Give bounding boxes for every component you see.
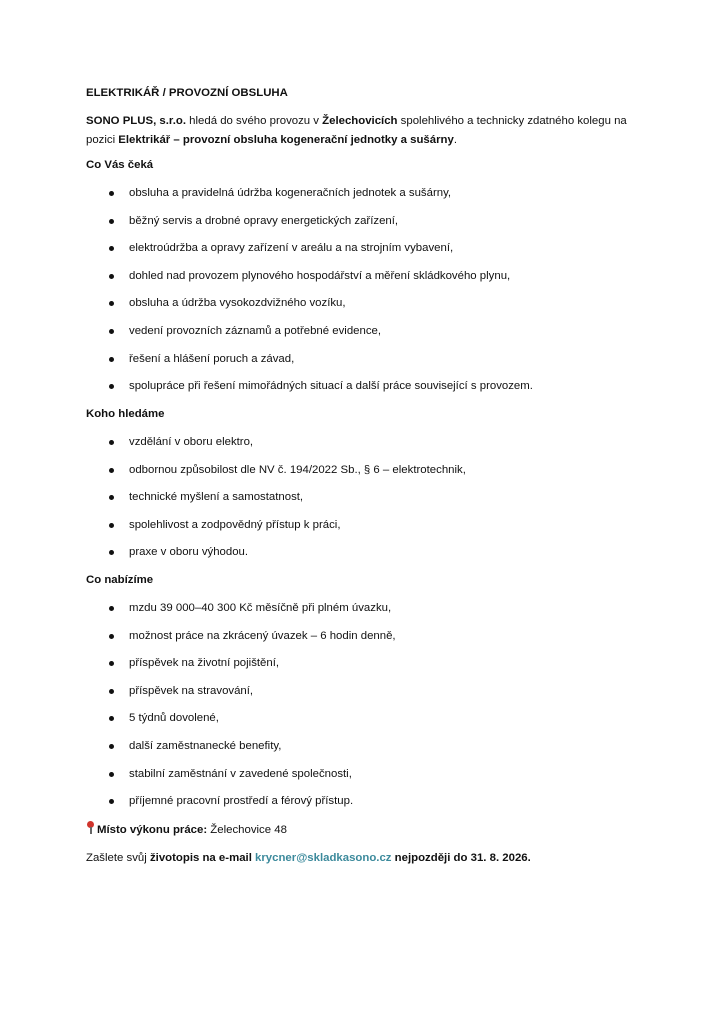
list-item: praxe v oboru výhodou. bbox=[86, 543, 646, 571]
list-item: vedení provozních záznamů a potřebné evidence, bbox=[86, 322, 646, 350]
list-item: běžný servis a drobné opravy energetických zařízení, bbox=[86, 212, 646, 240]
list-item: příjemné pracovní prostředí a férový přístup. bbox=[86, 792, 646, 820]
list-item: příspěvek na životní pojištění, bbox=[86, 654, 646, 682]
list-item: řešení a hlášení poruch a závad, bbox=[86, 350, 646, 378]
list-item: vzdělání v oboru elektro, bbox=[86, 433, 646, 461]
email-link[interactable]: krycner@skladkasono.cz bbox=[255, 852, 392, 864]
list-item: spolupráce při řešení mimořádných situací a další práce související s provozem. bbox=[86, 377, 646, 405]
list-item: 5 týdnů dovolené, bbox=[86, 709, 646, 737]
list-item: technické myšlení a samostatnost, bbox=[86, 488, 646, 516]
duties-list bbox=[86, 184, 646, 405]
apply-instructions: Zašlete svůj životopis na e-mail krycner@skladkasono.cz nejpozději do 31. 8. 2026. bbox=[86, 852, 531, 864]
job-title: ELEKTRIKÁŘ / PROVOZNÍ OBSLUHA bbox=[86, 87, 288, 99]
intro-paragraph: SONO PLUS, s.r.o. hledá do svého provozu v Želechovicích spolehlivého a technicky zdatného kolegu na pozici Elektrikář – provozní obsluha kogenerační jednotky a sušárny. bbox=[86, 115, 627, 146]
company-name: SONO PLUS, s.r.o. bbox=[86, 115, 187, 127]
list-item: obsluha a pravidelná údržba kogeneračních jednotek a sušárny, bbox=[86, 184, 646, 212]
location-value: Želechovice 48 bbox=[207, 824, 287, 836]
requirements-list bbox=[86, 433, 646, 571]
list-item: další zaměstnanecké benefity, bbox=[86, 737, 646, 765]
list-item: dohled nad provozem plynového hospodářství a měření skládkového plynu, bbox=[86, 267, 646, 295]
offer-list bbox=[86, 599, 646, 820]
section-heading-offer: Co nabízíme bbox=[86, 574, 154, 586]
list-item: mzdu 39 000–40 300 Kč měsíčně při plném úvazku, bbox=[86, 599, 646, 627]
list-item: elektroúdržba a opravy zařízení v areálu a na strojním vybavení, bbox=[86, 239, 646, 267]
list-item: odbornou způsobilost dle NV č. 194/2022 Sb., § 6 – elektrotechnik, bbox=[86, 461, 646, 489]
list-item: příspěvek na stravování, bbox=[86, 682, 646, 710]
list-item: stabilní zaměstnání v zavedené společnosti, bbox=[86, 765, 646, 793]
location-label: Místo výkonu práce: bbox=[97, 824, 208, 836]
section-heading-requirements: Koho hledáme bbox=[86, 408, 165, 420]
position-name: Elektrikář – provozní obsluha kogenerační jednotky a sušárny bbox=[118, 134, 454, 146]
town-name: Želechovicích bbox=[322, 115, 398, 127]
list-item: spolehlivost a zodpovědný přístup k práci, bbox=[86, 516, 646, 544]
section-heading-duties: Co Vás čeká bbox=[86, 159, 154, 171]
pin-icon bbox=[86, 821, 95, 835]
list-item: obsluha a údržba vysokozdvižného vozíku, bbox=[86, 294, 646, 322]
list-item: možnost práce na zkrácený úvazek – 6 hodin denně, bbox=[86, 627, 646, 655]
work-location bbox=[86, 821, 646, 840]
